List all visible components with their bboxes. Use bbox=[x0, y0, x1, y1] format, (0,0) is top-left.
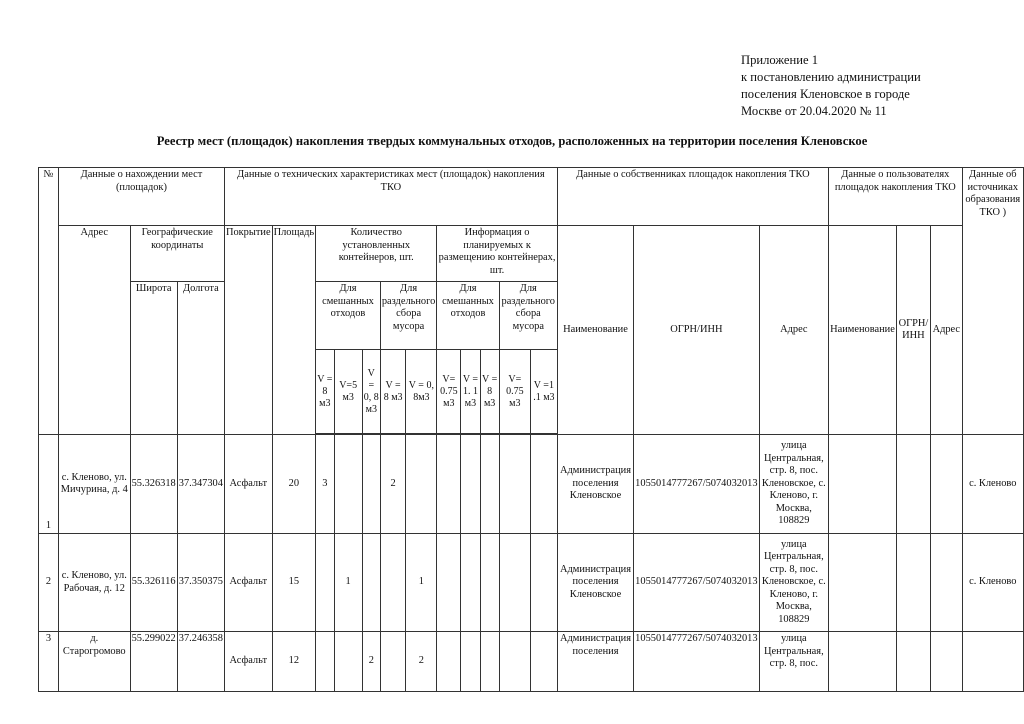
document-title: Реестр мест (площадок) накопления твердых коммунальных отходов, расположенных на территории поселения Кленовское bbox=[156, 134, 868, 148]
row-lon: 37.246358 bbox=[177, 632, 224, 692]
header-user-name: Наименование bbox=[829, 226, 897, 435]
header-volume: V =1 .1 м3 bbox=[530, 350, 557, 434]
row-owner-address: улица Центральная, стр. 8, пос. Кленовское, с. Кленово, г. Москва, 108829 bbox=[759, 435, 829, 534]
header-volume: V= 0.75 м3 bbox=[437, 350, 461, 434]
row-count bbox=[362, 534, 380, 632]
row-count: 1 bbox=[334, 534, 362, 632]
header-separate-planned: Для раздельного сбора мусора bbox=[499, 282, 557, 350]
row-count: 1 bbox=[406, 534, 437, 632]
header-volume: V = 0, 8 м3 bbox=[362, 350, 380, 434]
row-address: с. Кленово, ул. Рабочая, д. 12 bbox=[58, 534, 130, 632]
header-volume: V = 8 м3 bbox=[316, 350, 334, 434]
row-source: с. Кленово bbox=[962, 534, 1023, 632]
row-lat: 55.299022 bbox=[130, 632, 177, 692]
table-row bbox=[39, 632, 1024, 692]
annex-line: поселения Кленовское в городе bbox=[741, 87, 910, 101]
header-users: Данные о пользователях площадок накопления ТКО bbox=[829, 168, 962, 226]
row-lon: 37.347304 bbox=[177, 435, 224, 534]
header-owners: Данные о собственниках площадок накопления ТКО bbox=[557, 168, 828, 226]
registry-table bbox=[38, 167, 1024, 692]
row-count: 3 bbox=[316, 435, 334, 534]
row-address: с. Кленово, ул. Мичурина, д. 4 bbox=[58, 435, 130, 534]
header-installed: Количество установленных контейнеров, шт. bbox=[316, 226, 437, 282]
row-count bbox=[316, 534, 334, 632]
row-area: 15 bbox=[272, 534, 316, 632]
row-count: 2 bbox=[362, 632, 380, 692]
row-count bbox=[362, 435, 380, 534]
annex-block bbox=[741, 52, 981, 120]
header-lon: Долгота bbox=[177, 282, 224, 435]
row-owner: Администрация поселения bbox=[557, 632, 633, 692]
header-num: № bbox=[39, 168, 59, 435]
row-cover: Асфальт bbox=[224, 435, 272, 534]
row-count bbox=[334, 632, 362, 692]
header-mixed: Для смешанных отходов bbox=[316, 282, 381, 350]
header-cover: Покрытие bbox=[224, 226, 272, 435]
table-row bbox=[39, 534, 1024, 632]
header-location: Данные о нахождении мест (площадок) bbox=[58, 168, 224, 226]
row-source bbox=[962, 632, 1023, 692]
header-address: Адрес bbox=[58, 226, 130, 435]
header-tech: Данные о технических характеристиках мест (площадок) накопления ТКО bbox=[224, 168, 557, 226]
header-separate: Для раздельного сбора мусора bbox=[380, 282, 437, 350]
header-sources: Данные об источниках образования ТКО ) bbox=[962, 168, 1023, 435]
row-owner: Администрация поселения Кленовское bbox=[557, 435, 633, 534]
annex-line: Москве от 20.04.2020 № 11 bbox=[741, 104, 887, 118]
header-owner-address: Адрес bbox=[759, 226, 829, 435]
table-row bbox=[39, 435, 1024, 534]
header-user-address: Адрес bbox=[931, 226, 963, 435]
row-area: 12 bbox=[272, 632, 316, 692]
row-owner: Администрация поселения Кленовское bbox=[557, 534, 633, 632]
row-count: 2 bbox=[406, 632, 437, 692]
row-ogrn: 1055014777267/5074032013 bbox=[634, 435, 759, 534]
row-count bbox=[406, 435, 437, 534]
row-owner-address: улица Центральная, стр. 8, пос. bbox=[759, 632, 829, 692]
header-owner-name: Наименование bbox=[557, 226, 633, 435]
header-geo: Географические координаты bbox=[130, 226, 224, 282]
row-lat: 55.326116 bbox=[130, 534, 177, 632]
row-ogrn: 1055014777267/5074032013 bbox=[634, 534, 759, 632]
row-ogrn: 1055014777267/5074032013 bbox=[634, 632, 759, 692]
row-count bbox=[380, 632, 406, 692]
row-cover: Асфальт bbox=[224, 534, 272, 632]
row-count bbox=[380, 534, 406, 632]
row-area: 20 bbox=[272, 435, 316, 534]
row-number: 3 bbox=[39, 632, 59, 692]
row-count bbox=[316, 632, 334, 692]
annex-line: Приложение 1 bbox=[741, 53, 819, 67]
row-owner-address: улица Центральная, стр. 8, пос. Кленовское, с. Кленово, г. Москва, 108829 bbox=[759, 534, 829, 632]
header-volume: V = 8 м3 bbox=[380, 350, 406, 434]
header-user-ogrn: ОГРН/ИНН bbox=[896, 226, 930, 435]
header-lat: Широта bbox=[130, 282, 177, 435]
header-owner-ogrn: ОГРН/ИНН bbox=[634, 226, 759, 435]
row-lon: 37.350375 bbox=[177, 534, 224, 632]
header-volume: V= 0.75 м3 bbox=[499, 350, 530, 434]
row-count: 2 bbox=[380, 435, 406, 534]
row-lat: 55.326318 bbox=[130, 435, 177, 534]
row-cover: Асфальт bbox=[224, 632, 272, 692]
annex-line: к постановлению администрации bbox=[741, 70, 921, 84]
header-mixed-planned: Для смешанных отходов bbox=[437, 282, 499, 350]
row-source: с. Кленово bbox=[962, 435, 1023, 534]
row-address: д. Старогромово bbox=[58, 632, 130, 692]
row-count bbox=[334, 435, 362, 534]
header-volume: V = 1. 1 м3 bbox=[461, 350, 480, 434]
header-planned: Информация о планируемых к размещению контейнерах, шт. bbox=[437, 226, 557, 282]
header-area: Площадь bbox=[272, 226, 316, 435]
row-number: 1 bbox=[39, 435, 59, 534]
header-volume: V = 0, 8м3 bbox=[406, 350, 437, 434]
row-number: 2 bbox=[39, 534, 59, 632]
header-volume: V = 8 м3 bbox=[480, 350, 499, 434]
header-volume: V=5 м3 bbox=[334, 350, 362, 434]
